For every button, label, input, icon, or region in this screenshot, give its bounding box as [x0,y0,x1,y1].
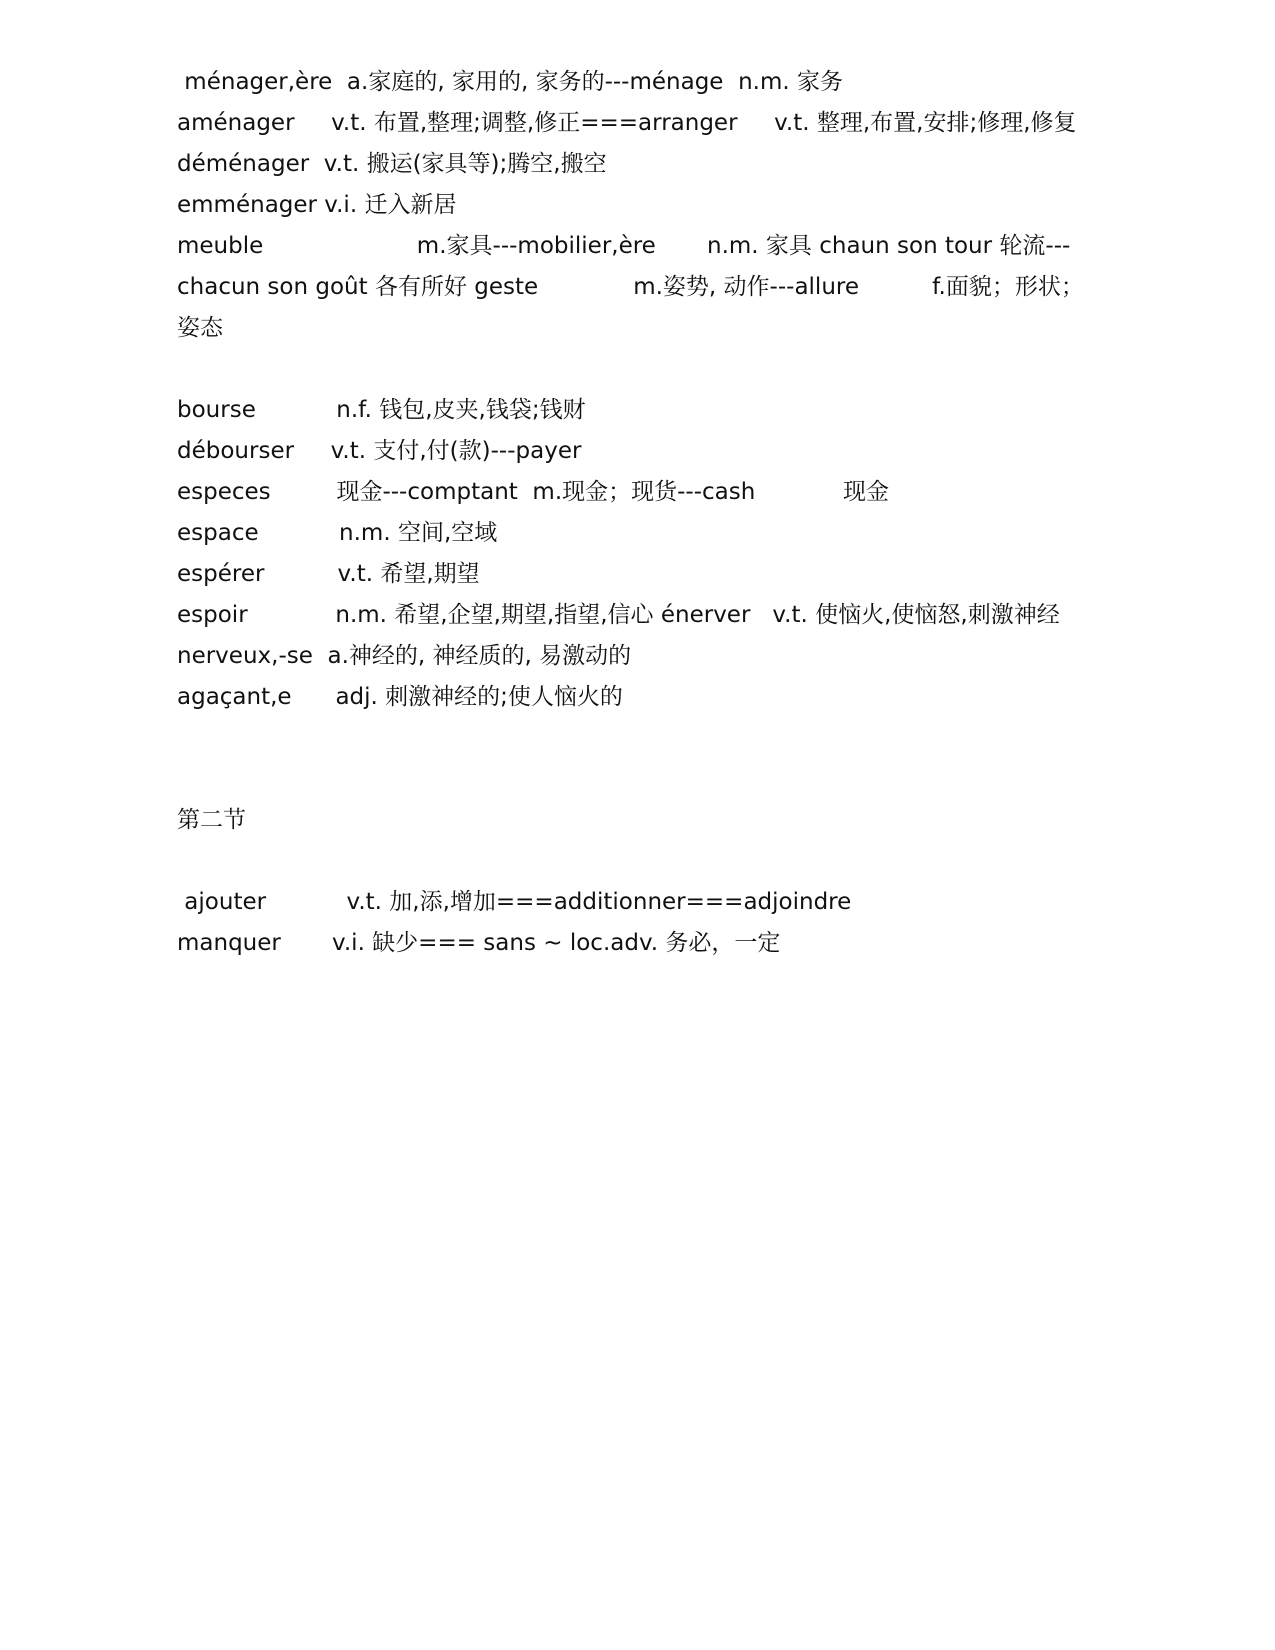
entry-text: meuble m.家具---mobilier,ère n.m. 家具 chaun son tour 轮流--- [177,233,1071,259]
entry-text: espérer v.t. 希望,期望 [177,561,480,587]
entry-meuble [177,226,1097,266]
section-heading [177,800,1097,840]
entry-esperer [177,554,1097,594]
entry-bourse [177,390,1097,430]
entry-chacun [177,267,1097,307]
entry-text: chacun son goût 各有所好 geste m.姿势, 动作---allure f.面貌；形状； [177,274,1084,300]
entry-text: emménager v.i. 迁入新居 [177,192,457,218]
entry-text: manquer v.i. 缺少=== sans ~ loc.adv. 务必，一定 [177,930,781,956]
section-heading-text: 第二节 [177,807,246,833]
entry-espace [177,513,1097,553]
entry-nerveux [177,636,1097,676]
entry-agacant [177,677,1097,717]
entry-text: nerveux,-se a.神经的, 神经质的, 易激动的 [177,643,632,669]
entry-text: agaçant,e adj. 刺激神经的;使人恼火的 [177,684,623,710]
entry-text: espace n.m. 空间,空域 [177,520,498,546]
entry-text: espoir n.m. 希望,企望,期望,指望,信心 énerver v.t. 使恼火,使恼怒,刺激神经 [177,602,1060,628]
entry-espoir [177,595,1097,635]
entry-demenager [177,144,1097,184]
entry-text: especes 现金---comptant m.现金；现货---cash 现金 [177,479,890,505]
entry-ajouter [177,882,1097,922]
entry-text: bourse n.f. 钱包,皮夹,钱袋;钱财 [177,397,586,423]
entry-text: ménager,ère a.家庭的, 家用的, 家务的---ménage n.m. 家务 [177,69,843,95]
entry-amenager [177,103,1097,143]
entry-especes [177,472,1097,512]
entry-manquer [177,923,1097,963]
entry-emmenager [177,185,1097,225]
entry-text: déménager v.t. 搬运(家具等);腾空,搬空 [177,151,607,177]
entry-text: aménager v.t. 布置,整理;调整,修正===arranger v.t. 整理,布置,安排;修理,修复 [177,110,1077,136]
entry-menager [177,62,1097,102]
entry-text: ajouter v.t. 加,添,增加===additionner===adjoindre [177,889,852,915]
entry-text: débourser v.t. 支付,付(款)---payer [177,438,582,464]
entry-continuation [177,308,1097,348]
entry-text: 姿态 [177,315,223,341]
entry-debourser [177,431,1097,471]
